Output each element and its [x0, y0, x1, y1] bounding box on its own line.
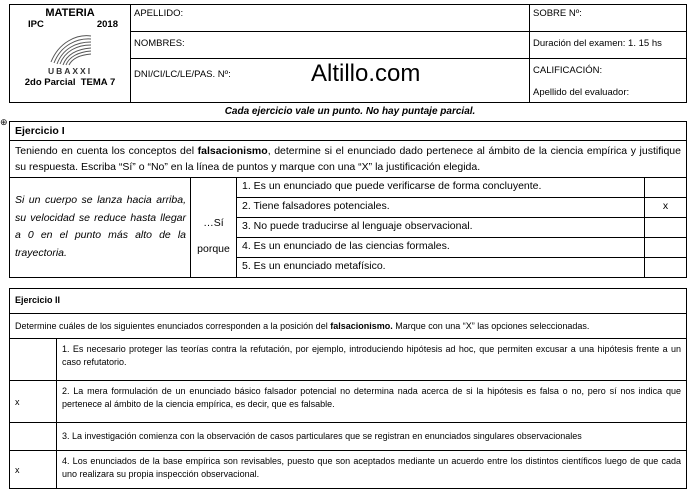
option-5-text: 5. Es un enunciado metafísico.	[242, 260, 386, 272]
option-3[interactable]	[237, 218, 645, 238]
evaluador-label: Apellido del evaluador:	[533, 87, 630, 98]
option-3-mark[interactable]	[645, 218, 687, 238]
tema-label: TEMA 7	[80, 77, 116, 88]
option-5-mark[interactable]	[645, 258, 687, 278]
uba-wordmark: UBAXXI	[47, 66, 93, 76]
porque-label: porque	[197, 243, 230, 255]
exercise-1	[9, 121, 687, 278]
item-3-text: 3. La investigación comienza con la observación de casos particulares que se registran en enunciados singulares observacionales	[57, 423, 687, 451]
exercise-2-instructions	[10, 314, 687, 339]
exercise-1-title: Ejercicio I	[10, 122, 687, 141]
exercise-1-statement: Si un cuerpo se lanza hacia arriba, su velocidad se reduce hasta llegar a 0 en el punto más alto de la trayectoria.	[10, 178, 191, 278]
item-1-text: 1. Es necesario proteger las teorías contra la refutación, por ejemplo, introduciendo hipótesis ad hoc, que permiten excusar a una hipótesis frente a un caso refutatorio.	[57, 339, 687, 381]
subject-code: IPC	[28, 19, 44, 30]
answer-value: …Sí	[203, 217, 224, 229]
option-2-mark[interactable]: x	[645, 198, 687, 218]
calificacion-cell	[530, 59, 687, 103]
item-2-text: 2. La mera formulación de un enunciado básico falsador potencial no determina nada acerca de si la hipótesis es falsa o no, pero sí nos indica que pertenece al ámbito de la ciencia empírica, es decir, que es falsable.	[57, 381, 687, 423]
watermark-text: Altillo.com	[311, 60, 421, 87]
exam-year: 2018	[96, 19, 118, 30]
instr-text-2: , determine si el enunciado dado pertenece al ámbito de la ciencia empírica y justifique su respuesta. Escriba “Sí” o “No” en la línea de puntos y marque con una “X” la justificación elegida.	[15, 145, 681, 173]
item-4-text: 4. Los enunciados de la base empírica son revisables, puesto que son aceptados mediante un acuerdo entre los distintos científicos luego de que cada uno realizara su propia inspección observacional.	[57, 451, 687, 489]
apellido-field[interactable]	[131, 5, 530, 32]
answer-cell[interactable]	[191, 178, 237, 278]
item-3-mark[interactable]	[10, 423, 57, 451]
exercise-1-instructions	[10, 141, 687, 178]
table-anchor-icon: ⊕	[0, 117, 8, 127]
exercise-2	[9, 288, 687, 489]
option-4[interactable]	[237, 238, 645, 258]
nombres-field[interactable]	[131, 32, 530, 59]
scoring-note: Cada ejercicio vale un punto. No hay puntaje parcial.	[224, 106, 476, 117]
exam-header	[9, 4, 687, 103]
option-1[interactable]	[237, 178, 645, 198]
subject-row	[10, 19, 130, 30]
option-3-text: 3. No puede traducirse al lenguaje observacional.	[242, 220, 473, 232]
apellido-label: APELLIDO:	[134, 8, 184, 19]
option-2-text: 2. Tiene falsadores potenciales.	[242, 200, 390, 212]
dni-label: DNI/CI/LC/LE/PAS. Nº:	[134, 69, 231, 80]
ubaxxi-logo-icon	[47, 32, 93, 66]
parcial-label: 2do Parcial	[24, 77, 76, 88]
instr2-bold: falsacionismo.	[330, 321, 393, 331]
item-4-mark[interactable]: x	[10, 451, 57, 489]
exercise-2-title: Ejercicio II	[10, 289, 687, 314]
instr-bold: falsacionismo	[197, 145, 268, 157]
materia-label: MATERIA	[45, 7, 95, 19]
sobre-field[interactable]	[530, 5, 687, 32]
option-4-mark[interactable]	[645, 238, 687, 258]
instr-text-1: Teniendo en cuenta los conceptos del	[15, 145, 198, 157]
option-1-mark[interactable]	[645, 178, 687, 198]
instr2-text-2: Marque con una “X” las opciones seleccionadas.	[392, 321, 590, 331]
item-2-mark[interactable]: x	[10, 381, 57, 423]
option-4-text: 4. Es un enunciado de las ciencias formales.	[242, 240, 450, 252]
item-1-mark[interactable]	[10, 339, 57, 381]
calificacion-label: CALIFICACIÓN:	[533, 65, 603, 76]
exam-type	[10, 77, 130, 88]
option-1-text: 1. Es un enunciado que puede verificarse de forma concluyente.	[242, 180, 542, 192]
sobre-label: SOBRE Nº:	[533, 8, 582, 19]
duracion-label: Duración del examen: 1. 15 hs	[533, 38, 662, 49]
duracion-cell	[530, 32, 687, 59]
option-2[interactable]	[237, 198, 645, 218]
nombres-label: NOMBRES:	[134, 38, 185, 49]
logo-cell	[10, 5, 131, 103]
option-5[interactable]	[237, 258, 645, 278]
instr2-text-1: Determine cuáles de los siguientes enunciados corresponden a la posición del	[15, 321, 331, 331]
